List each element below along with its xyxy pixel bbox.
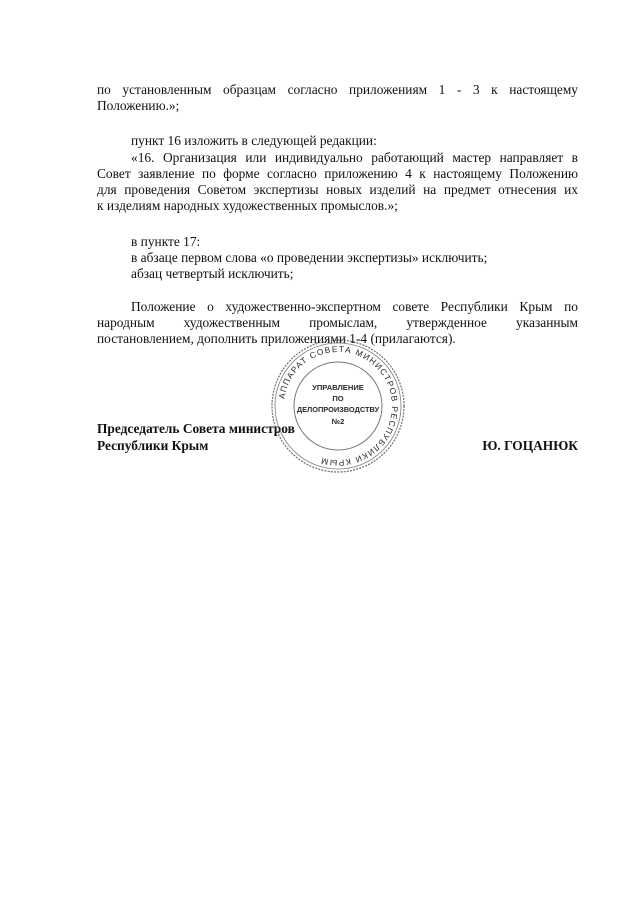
paragraph-5-line-3: постановлением, дополнить приложениями 1-4 (прилагаются).	[97, 331, 456, 346]
stamp-center-line-4: №2	[331, 417, 345, 426]
official-stamp	[268, 336, 408, 476]
stamp-center-line-3: ДЕЛОПРОИЗВОДСТВУ	[296, 405, 380, 414]
paragraph-3-line-2: Совет заявление по форме согласно приложению 4 к настоящему Положению	[97, 166, 578, 181]
paragraph-5-line-1: Положение о художественно-экспертном совете Республики Крым по	[131, 299, 578, 314]
paragraph-4-line-1: в пункте 17:	[131, 234, 201, 249]
paragraph-4-line-2: в абзаце первом слова «о проведении экспертизы» исключить;	[131, 250, 488, 265]
paragraph-3-line-1: «16. Организация или индивидуально работающий мастер направляет в	[131, 150, 578, 165]
stamp-center-line-2: ПО	[332, 394, 344, 403]
paragraph-3-line-4: к изделиям народных художественных промыслов.»;	[97, 198, 398, 213]
stamp-ring-text: АППАРАТ СОВЕТА МИНИСТРОВ РЕСПУБЛИКИ КРЫМ	[276, 343, 401, 469]
paragraph-5-line-2: народным художественным промыслам, утвержденное указанным	[97, 315, 578, 330]
paragraph-1-line-1: по установленным образцам согласно приложениям 1 - 3 к настоящему	[97, 82, 578, 97]
paragraph-3-line-3: для проведения Советом экспертизы новых изделий на предмет отнесения их	[97, 182, 578, 197]
signatory-title-line-1: Председатель Совета министров	[97, 421, 295, 436]
signatory-title-line-2: Республики Крым	[97, 438, 209, 453]
paragraph-4-line-3: абзац четвертый исключить;	[131, 266, 294, 281]
stamp-center-line-1: УПРАВЛЕНИЕ	[312, 383, 364, 392]
paragraph-2: пункт 16 изложить в следующей редакции:	[131, 133, 377, 148]
signatory-name: Ю. ГОЦАНЮК	[482, 438, 578, 453]
paragraph-1-line-2: Положению.»;	[97, 98, 180, 113]
